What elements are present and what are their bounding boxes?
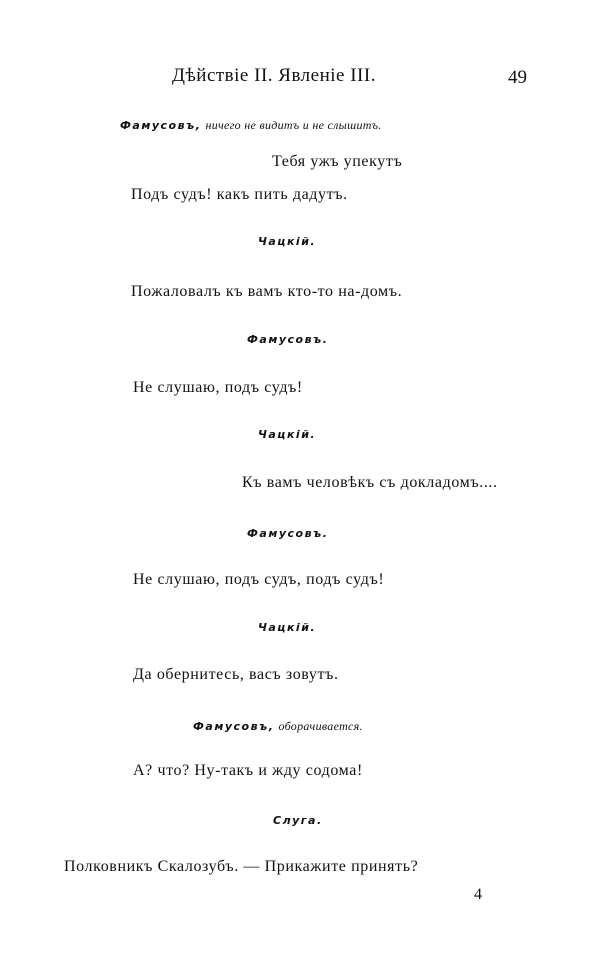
dialogue-line: А? что? Ну-такъ и жду содома! bbox=[133, 762, 363, 779]
speaker-name: Фамусовъ. bbox=[247, 527, 329, 540]
running-head: Дѣйствіе II. Явленіе III. bbox=[172, 65, 376, 86]
page-number: 49 bbox=[508, 67, 527, 88]
dialogue-line: Не слушаю, подъ судъ! bbox=[133, 379, 303, 396]
signature-mark: 4 bbox=[474, 886, 482, 903]
dialogue-line: Подъ судъ! какъ пить дадутъ. bbox=[131, 186, 348, 203]
stage-direction: оборачивается. bbox=[278, 719, 363, 733]
dialogue-line: Къ вамъ человѣкъ съ докладомъ.... bbox=[242, 474, 498, 491]
dialogue-line: Не слушаю, подъ судъ, подъ судъ! bbox=[133, 571, 385, 588]
dialogue-line: Пожаловалъ къ вамъ кто-то на-домъ. bbox=[131, 283, 403, 300]
speaker-name: Чацкій. bbox=[258, 428, 317, 441]
speaker-name: Фамусовъ. bbox=[247, 333, 329, 346]
dialogue-line: Да обернитесь, васъ зовутъ. bbox=[133, 666, 339, 683]
stage-direction: ничего не видитъ и не слышитъ. bbox=[205, 118, 382, 132]
dialogue-line: Полковникъ Скалозубъ. — Прикажите принять? bbox=[64, 858, 419, 875]
speaker-name: Чацкій. bbox=[258, 621, 317, 634]
speaker-name: Чацкій. bbox=[258, 235, 317, 248]
speaker-name: Фамусовъ, bbox=[120, 119, 202, 132]
dialogue-line: Тебя ужъ упекутъ bbox=[272, 153, 403, 170]
speaker-block-famusov-1 bbox=[120, 117, 382, 133]
speaker-name: Слуга. bbox=[273, 814, 323, 827]
speaker-name: Фамусовъ, bbox=[193, 720, 275, 733]
speaker-block-famusov-2 bbox=[193, 718, 363, 734]
